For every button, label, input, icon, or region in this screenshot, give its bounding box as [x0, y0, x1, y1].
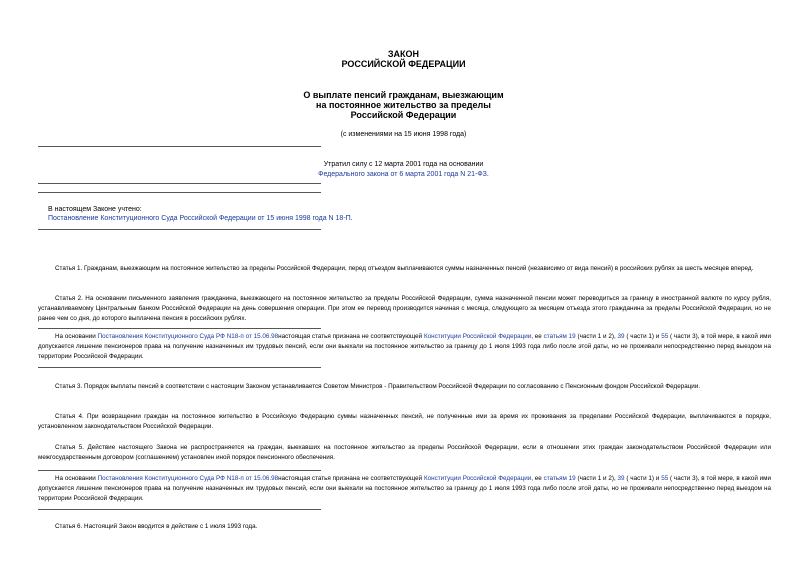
divider	[38, 146, 321, 147]
article-3: Статья 3. Порядок выплаты пенсий в соответствии с настоящим Законом устанавливается Советом Министров - Правительством Российской Федерации по согласованию с Пенсионным фондом Российской Федерации.	[55, 383, 701, 390]
article-19-link[interactable]: статьям 19	[543, 333, 576, 340]
divider	[38, 183, 321, 184]
divider	[38, 509, 321, 510]
resolution-link[interactable]: Постановление Конституционного Суда Российской Федерации от 15 июня 1998 года N 18-П	[48, 215, 351, 222]
court-note-1: На основании Постановления Конституционного Суда РФ N18-п от 15.06.98настоящая статья признана не соответствующей Конституции Российской Федерации, ее статьям 19 (части 1 и 2), 39 ( части 1) и 55 ( части 3), в той мере, в какой ими допускается лишение пенсионеров права на получение назначенных им трудовых пенсий, если они выехали на постоянное жительство за границу до 1 июля 1993 года либо после этой даты, но не проживали непосредственно перед выездом на территории Российской Федерации.	[38, 333, 772, 360]
article-55-link[interactable]: 55	[661, 475, 669, 482]
article-39-link[interactable]: 39	[617, 333, 625, 340]
law-title-line-3: Российской Федерации	[350, 110, 457, 120]
article-19-link[interactable]: статьям 19	[543, 475, 576, 482]
divider	[38, 367, 321, 368]
constitution-link[interactable]: Конституции Российской Федерации	[423, 333, 532, 340]
divider	[38, 192, 321, 193]
considered-link-line: Постановление Конституционного Суда Российской Федерации от 15 июня 1998 года N 18-П.	[48, 215, 353, 222]
court-resolution-link[interactable]: Постановления Конституционного Суда РФ N18-п от 15.06.98	[97, 475, 279, 482]
law-title-line-2: на постоянное жительство за пределы	[316, 100, 491, 110]
court-resolution-link[interactable]: Постановления Конституционного Суда РФ N18-п от 15.06.98	[97, 333, 279, 340]
amendment-note: (с изменениями на 15 июня 1998 года)	[340, 131, 467, 138]
considered-label: В настоящем Законе учтено:	[48, 206, 142, 213]
article-55-link[interactable]: 55	[661, 333, 669, 340]
article-5: Статья 5. Действие настоящего Закона не распространяется на граждан, выехавших на постоянное жительство за пределы Российской Федерации, если в отношении этих граждан законодательством Российской Федерации или межгосударственным договором (соглашением) установлен иной порядок пенсионного обеспечения.	[38, 444, 771, 461]
article-1: Статья 1. Гражданам, выезжающим на постоянное жительство за пределы Российской Федерации, перед отъездом выплачиваются суммы назначенных пенсий (независимо от вида пенсий) в российских рублях за шесть месяцев вперед.	[55, 265, 754, 272]
repeal-link-line: Федерального закона от 6 марта 2001 года N 21-ФЗ.	[318, 171, 489, 178]
divider	[38, 328, 321, 329]
article-2: Статья 2. На основании письменного заявления гражданина, выезжающего на постоянное жительство за пределы Российской Федерации, сумма назначенной пенсии может переводиться за границу в иностранной валюте по курсу рубля, устанавливаемому Центральным банком Российской Федерации на день совершения операции. При этом ее перевод производится начиная с месяца, следующего за месяцем отъезда этого гражданина за пределы Российской Федерации, но не ранее чем со дня, до которого выплачена пенсия в российских рублях.	[38, 295, 771, 322]
article-4: Статья 4. При возвращении граждан на постоянное жительство в Российскую Федерацию суммы назначенных пенсий, не полученные ими за время их проживания за пределами Российской Федерации, выплачиваются в порядке, установленном законодательством Российской Федерации.	[38, 413, 771, 430]
law-jurisdiction: РОССИЙСКОЙ ФЕДЕРАЦИИ	[341, 59, 466, 69]
law-title-line-1: О выплате пенсий гражданам, выезжающим	[303, 90, 504, 100]
law-type: ЗАКОН	[387, 49, 420, 59]
repeal-text: Утратил силу с 12 марта 2001 года на основании	[323, 161, 484, 168]
article-39-link[interactable]: 39	[617, 475, 625, 482]
divider	[38, 229, 321, 230]
constitution-link[interactable]: Конституции Российской Федерации	[423, 475, 532, 482]
article-6: Статья 6. Настоящий Закон вводится в действие с 1 июля 1993 года.	[55, 523, 258, 530]
repeal-law-link[interactable]: Федерального закона от 6 марта 2001 года N 21-ФЗ	[318, 171, 487, 178]
divider	[38, 470, 321, 471]
court-note-2: На основании Постановления Конституционного Суда РФ N18-п от 15.06.98настоящая статья признана не соответствующей Конституции Российской Федерации, ее статьям 19 (части 1 и 2), 39 ( части 1) и 55 ( части 3), в той мере, в какой ими допускается лишение пенсионеров права на получение назначенных им трудовых пенсий, если они выехали на постоянное жительство за границу до 1 июля 1993 года либо после этой даты, но не проживали непосредственно перед выездом на территории Российской Федерации.	[38, 475, 772, 502]
